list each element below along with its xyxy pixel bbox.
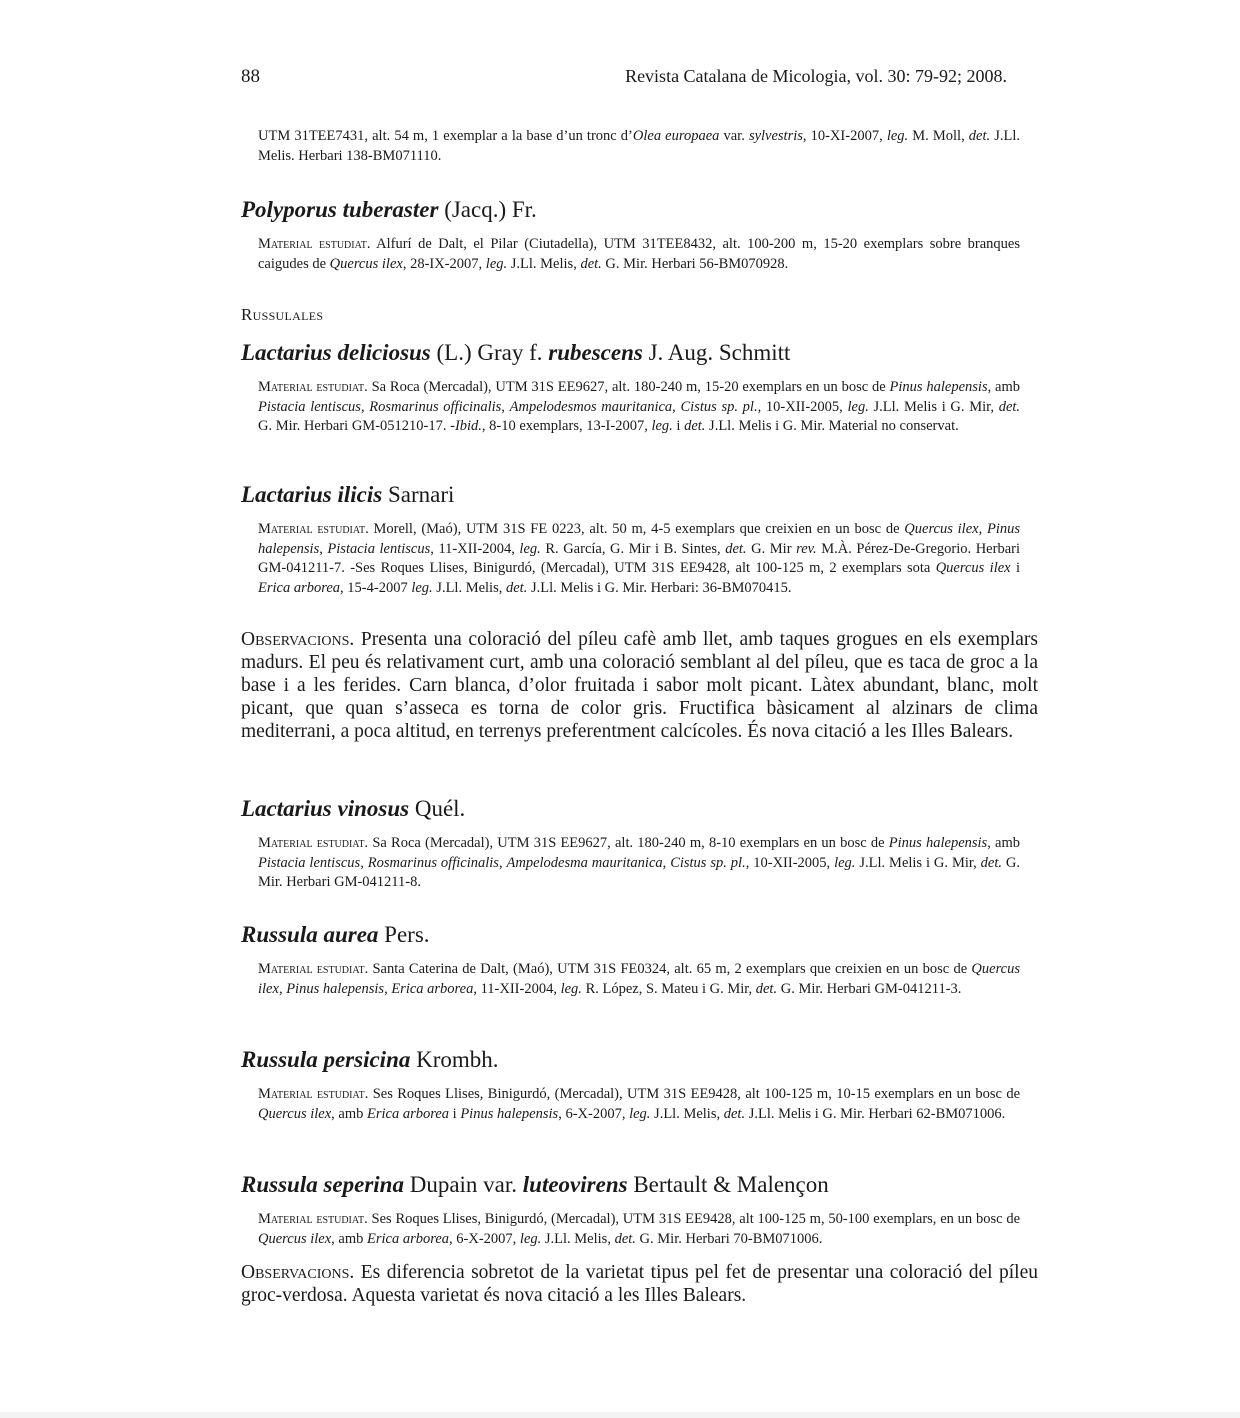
material-record-vinosus: Material estudiat. Sa Roca (Mercadal), UTM 31S EE9627, alt. 180-240 m, 8-10 exemplars en un bosc de Pinus halepensis, amb Pistacia lentiscus, Rosmarinus officinalis, Ampelodesma mauritanica, Cistus sp. pl., 10-XII-2005, leg. J.Ll. Melis i G. Mir, det. G. Mir. Herbari GM-041211-8. (258, 835, 1021, 890)
material-record-seperina: Material estudiat. Ses Roques Llises, Binigurdó, (Mercadal), UTM 31S EE9428, alt 100-125 m, 50-100 exemplars, en un bosc de Quercus ilex, amb Erica arborea, 6-X-2007, leg. J.Ll. Melis, det. G. Mir. Herbari 70-BM071006. (258, 1211, 1021, 1247)
material-record-polyporus: Material estudiat. Alfurí de Dalt, el Pilar (Ciutadella), UTM 31TEE8432, alt. 100-200 m, 15-20 exemplars sobre branques caigudes de Quercus ilex, 28-IX-2007, leg. J.Ll. Melis, det. G. Mir. Herbari 56-BM070928. (258, 236, 1020, 272)
species-heading-lactarius-ilicis: Lactarius ilicis Sarnari (241, 482, 455, 507)
page-bottom-edge (0, 1412, 1240, 1418)
species-heading-lactarius-deliciosus: Lactarius deliciosus (L.) Gray f. rubescens J. Aug. Schmitt (241, 340, 791, 365)
material-record-aurea: Material estudiat. Santa Caterina de Dalt, (Maó), UTM 31S FE0324, alt. 65 m, 2 exemplars que creixien en un bosc de Quercus ilex, Pinus halepensis, Erica arborea, 11-XII-2004, leg. R. López, S. Mateu i G. Mir, det. G. Mir. Herbari GM-041211-3. (258, 961, 1021, 997)
species-heading-polyporus-tuberaster: Polyporus tuberaster (Jacq.) Fr. (241, 197, 537, 222)
running-header: Revista Catalana de Micologia, vol. 30: 79-92; 2008. (625, 66, 1007, 86)
species-heading-russula-aurea: Russula aurea Pers. (241, 922, 430, 947)
order-heading: Russulales (241, 305, 324, 324)
material-record-persicina: Material estudiat. Ses Roques Llises, Binigurdó, (Mercadal), UTM 31S EE9428, alt 100-125 m, 10-15 exemplars en un bosc de Quercus ilex, amb Erica arborea i Pinus halepensis, 6-X-2007, leg. J.Ll. Melis, det. J.Ll. Melis i G. Mir. Herbari 62-BM071006. (258, 1086, 1021, 1122)
observations-ilicis: Observacions. Presenta una coloració del píleu cafè amb llet, amb taques grogues en els exemplars madurs. El peu és relativament curt, amb una coloració semblant al del píleu, que es taca de groc a la base i a les ferides. Carn blanca, d’olor fruitada i sabor molt picant. Làtex abundant, blanc, molt picant, que quan s’asseca es torna de color gris. Fructifica bàsicament al alzinars de clima mediterrani, a poca altitud, en terrenys preferentment calcícoles. És nova citació a les Illes Balears. (241, 629, 1038, 742)
species-heading-russula-seperina: Russula seperina Dupain var. luteovirens Bertault & Malençon (241, 1172, 829, 1197)
material-record-deliciosus: Material estudiat. Sa Roca (Mercadal), UTM 31S EE9627, alt. 180-240 m, 15-20 exemplars en un bosc de Pinus halepensis, amb Pistacia lentiscus, Rosmarinus officinalis, Ampelodesmos mauritanica, Cistus sp. pl., 10-XII-2005, leg. J.Ll. Melis i G. Mir, det. G. Mir. Herbari GM-051210-17. -Ibid., 8-10 exemplars, 13-I-2007, leg. i det. J.Ll. Melis i G. Mir. Material no conservat. (258, 379, 1021, 434)
observations-seperina: Observacions. Es diferencia sobretot de la varietat tipus pel fet de presentar una coloració del píleu groc-verdosa. Aquesta varietat és nova citació a les Illes Balears. (241, 1262, 1038, 1306)
species-heading-lactarius-vinosus: Lactarius vinosus Quél. (241, 796, 466, 821)
intro-record: UTM 31TEE7431, alt. 54 m, 1 exemplar a la base d’un tronc d’Olea europaea var. sylvestris, 10-XI-2007, leg. M. Moll, det. J.Ll. Melis. Herbari 138-BM071110. (258, 128, 1021, 164)
species-heading-russula-persicina: Russula persicina Krombh. (241, 1047, 499, 1072)
page-number: 88 (241, 66, 260, 87)
material-record-ilicis: Material estudiat. Morell, (Maó), UTM 31S FE 0223, alt. 50 m, 4-5 exemplars que creixien en un bosc de Quercus ilex, Pinus halepensis, Pistacia lentiscus, 11-XII-2004, leg. R. García, G. Mir i B. Sintes, det. G. Mir rev. M.À. Pérez-De-Gregorio. Herbari GM-041211-7. -Ses Roques Llises, Binigurdó, (Mercadal), UTM 31S EE9428, alt 100-125 m, 2 exemplars sota Quercus ilex i Erica arborea, 15-4-2007 leg. J.Ll. Melis, det. J.Ll. Melis i G. Mir. Herbari: 36-BM070415. (258, 521, 1021, 596)
